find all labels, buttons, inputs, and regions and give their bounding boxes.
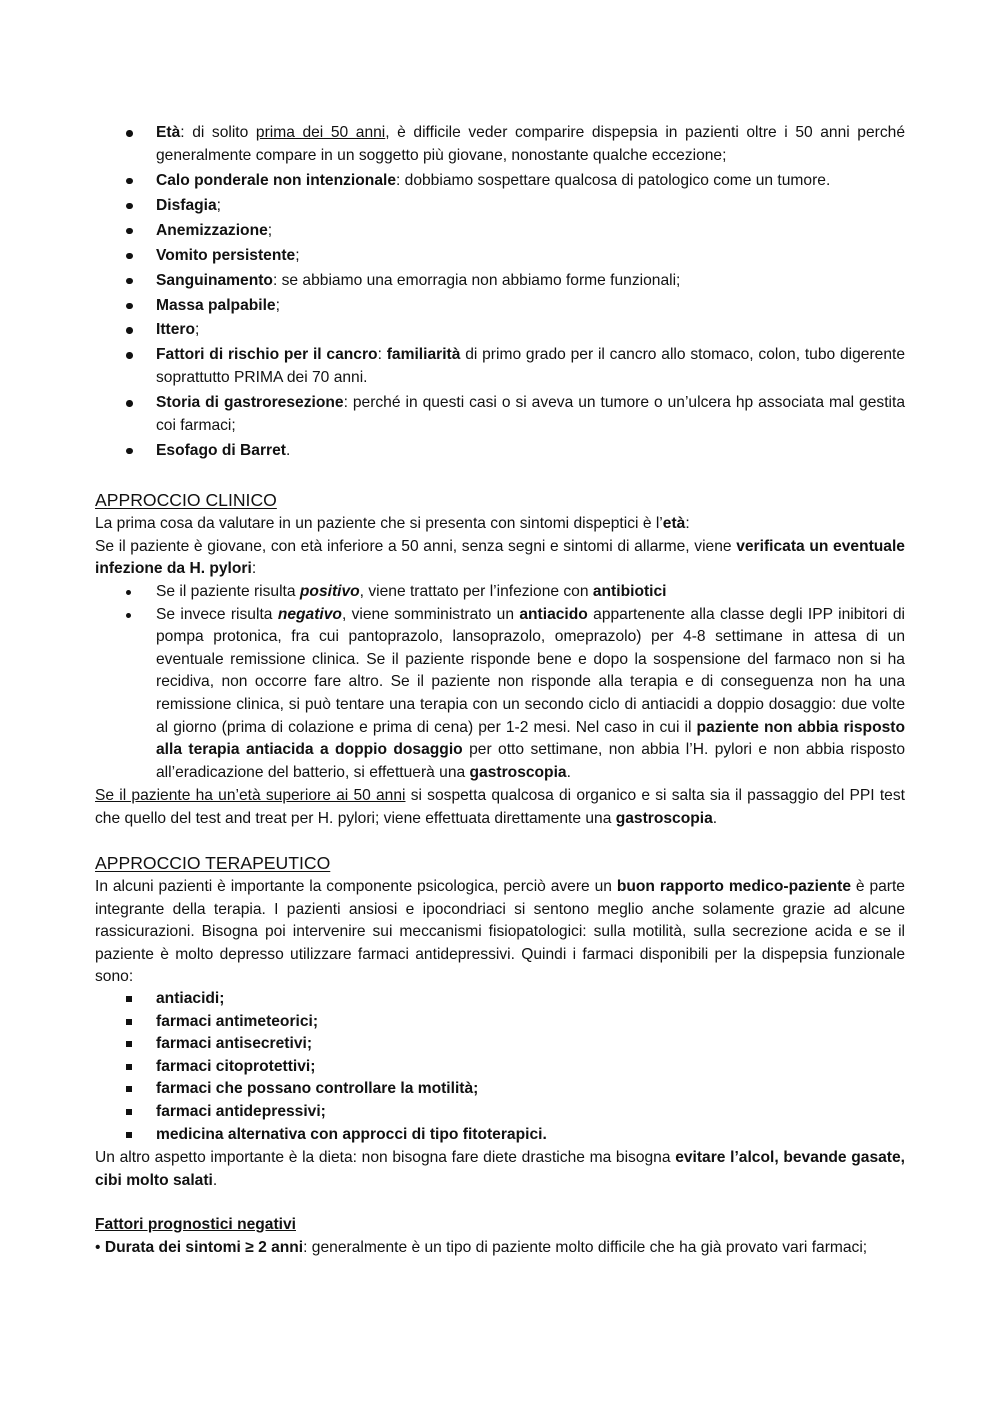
list-item: Ittero; <box>95 319 905 342</box>
alarm-signs-list <box>95 122 905 465</box>
list-item: Massa palpabile; <box>95 295 905 318</box>
prognostic-item: • Durata dei sintomi ≥ 2 anni: generalmente è un tipo di paziente molto difficile che ha già provato vari farmaci; <box>95 1239 868 1256</box>
drugs-list <box>95 988 905 1146</box>
prognostic-heading: Fattori prognostici negativi <box>95 1216 296 1233</box>
list-item: Esofago di Barret. <box>95 440 905 463</box>
list-item: Vomito persistente; <box>95 245 905 268</box>
list-item: medicina alternativa con approcci di tipo fitoterapici. <box>95 1124 905 1147</box>
list-item: Calo ponderale non intenzionale: dobbiamo sospettare qualcosa di patologico come un tumore. <box>95 170 905 193</box>
list-item: Disfagia; <box>95 195 905 218</box>
list-item: Età: di solito prima dei 50 anni, è difficile veder comparire dispepsia in pazienti oltre i 50 anni perché generalmente compare in un soggetto più giovane, nonostante qualche eccezione; <box>95 122 905 167</box>
list-item: Storia di gastroresezione: perché in questi casi o si aveva un tumore o un’ulcera hp associata mal gestita coi farmaci; <box>95 392 905 437</box>
list-item: farmaci antisecretivi; <box>95 1033 905 1056</box>
diet-paragraph: Un altro aspetto importante è la dieta: non bisogna fare diete drastiche ma bisogna evitare l’alcol, bevande gasate, cibi molto salati. <box>95 1149 905 1189</box>
list-item: Fattori di rischio per il cancro: familiarità di primo grado per il cancro allo stomaco, colon, tubo digerente soprattutto PRIMA dei 70 anni. <box>95 344 905 389</box>
list-item: Se il paziente risulta positivo, viene trattato per l’infezione con antibiotici <box>95 581 905 604</box>
list-item: farmaci antidepressivi; <box>95 1101 905 1124</box>
list-item: farmaci antimeteorici; <box>95 1011 905 1034</box>
list-item: antiacidi; <box>95 988 905 1011</box>
section-heading-terapeutico: APPROCCIO TERAPEUTICO <box>95 853 331 873</box>
list-item: farmaci citoprotettivi; <box>95 1056 905 1079</box>
list-item: Sanguinamento: se abbiamo una emorragia non abbiamo forme funzionali; <box>95 270 905 293</box>
terapeutico-intro: In alcuni pazienti è importante la componente psicologica, perciò avere un buon rapporto medico-paziente è parte integrante della terapia. I pazienti ansiosi e ipocondriaci si sentono meglio anche solamente grazie ad alcune rassicurazioni. Bisogna poi intervenire sui meccanismi fisiopatologici: sulla motilità, sulla secrezione acida e se il paziente è molto depresso utilizzare farmaci antidepressivi. Quindi i farmaci disponibili per la dispepsia funzionale sono: <box>95 878 905 986</box>
clinico-over50: Se il paziente ha un’età superiore ai 50 anni si sospetta qualcosa di organico e si salta sia il passaggio del PPI test che quello del test and treat per H. pylori; viene effettuata direttamente una gastroscopia. <box>95 787 905 827</box>
clinico-intro: La prima cosa da valutare in un paziente che si presenta con sintomi dispeptici è l’età: Se il paziente è giovane, con età inferiore a 50 anni, senza segni e sintomi di allarme, viene verificata un eventuale infezione da H. pylori: <box>95 515 905 578</box>
section-heading-clinico: APPROCCIO CLINICO <box>95 490 277 510</box>
clinico-list <box>95 581 905 784</box>
list-item: farmaci che possano controllare la motilità; <box>95 1078 905 1101</box>
list-item: Anemizzazione; <box>95 220 905 243</box>
list-item: Se invece risulta negativo, viene somministrato un antiacido appartenente alla classe degli IPP inibitori di pompa protonica, fra cui pantoprazolo, lansoprazolo, omeprazolo) per 4-8 settimane in attesa di un eventuale remissione clinica. Se il paziente risponde bene e dopo la sospensione del farmaco non si ha recidiva, non occorre fare altro. Se il paziente non risponde alla terapia e di conseguenza non ha una remissione clinica, si può tentare una terapia con un secondo ciclo di antiacidi a doppio dosaggio: due volte al giorno (prima di colazione e prima di cena) per 1-2 mesi. Nel caso in cui il paziente non abbia risposto alla terapia antiacida a doppio dosaggio per otto settimane, non abbia l’H. pylori e non abbia risposto all’eradicazione del batterio, si effettuerà una gastroscopia. <box>95 604 905 785</box>
